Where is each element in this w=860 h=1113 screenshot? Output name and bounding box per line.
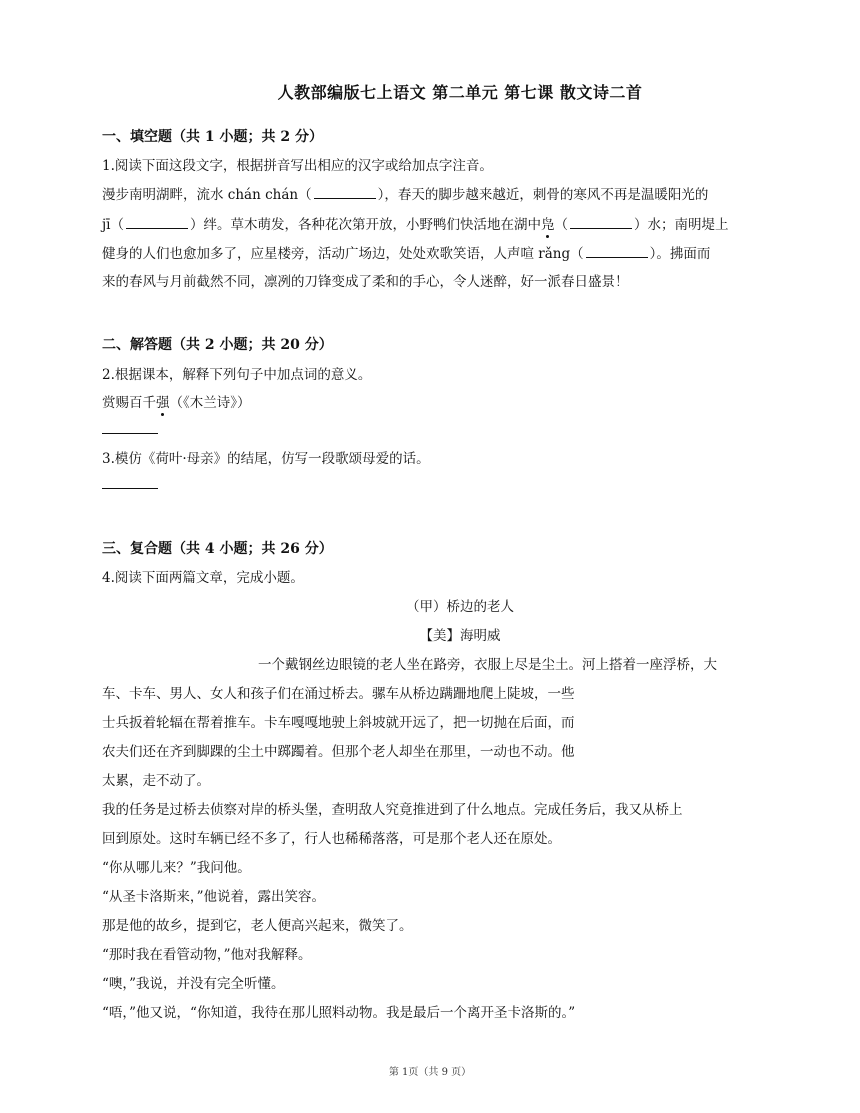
answer-line-q3[interactable]	[102, 488, 158, 489]
dotted-character: 强	[156, 395, 170, 411]
passage-text: 健身的人们也愈加多了，应星楼旁，活动广场边，处处欢歌笑语，人声喧 rǎng（	[102, 246, 584, 262]
section-heading-fill-blank: 一、填空题（共 1 小题；共 2 分）	[102, 129, 323, 145]
article-paragraph-line: 农夫们还在齐到脚踝的尘土中踯躅着。但那个老人却坐在那里，一动也不动。他	[102, 744, 575, 760]
passage-text: 漫步南明湖畔，流水 chán chán（	[102, 187, 312, 203]
article-paragraph-line: 太累，走不动了。	[102, 773, 210, 789]
passage-text: ），春天的脚步越来越近，刺骨的寒风不再是温暖阳光的	[377, 187, 709, 203]
article-paragraph-line: 回到原处。这时车辆已经不多了，行人也稀稀落落，可是那个老人还在原处。	[102, 831, 561, 847]
document-title: 人教部编版七上语文 第二单元 第七课 散文诗二首	[277, 83, 643, 102]
article-paragraph-line: “唔，”他又说，“你知道，我待在那儿照料动物。我是最后一个离开圣卡洛斯的。”	[102, 1005, 576, 1021]
passage-text: ）水；南明堤上	[634, 217, 729, 233]
article-paragraph-line: “从圣卡洛斯来，”他说着，露出笑容。	[102, 889, 326, 905]
article-paragraph-line: 车、卡车、男人、女人和孩子们在涌过桥去。骡车从桥边蹒跚地爬上陡坡，一些	[102, 686, 575, 702]
article-paragraph-line	[102, 653, 760, 673]
dotted-character: 凫	[541, 217, 555, 233]
article-paragraph-line: 士兵扳着轮辐在帮着推车。卡车嘎嘎地驶上斜坡就开远了，把一切抛在后面，而	[102, 715, 575, 731]
article-paragraph-line: “你从哪儿来？”我问他。	[102, 860, 251, 876]
answer-blank[interactable]	[570, 216, 632, 229]
sentence-source: （《木兰诗》）	[169, 395, 251, 411]
section-heading-composite: 三、复合题（共 4 小题；共 26 分）	[102, 541, 333, 557]
article-paragraph-line: 那是他的故乡，提到它，老人便高兴起来，微笑了。	[102, 918, 413, 934]
question-1-prompt: 1.阅读下面这段文字，根据拼音写出相应的汉字或给加点字注音。	[102, 158, 493, 174]
section-heading-answer: 二、解答题（共 2 小题；共 20 分）	[102, 337, 333, 353]
passage-text: ）。拂面而	[649, 246, 711, 262]
passage-line-1	[102, 183, 760, 203]
passage-line-3	[102, 242, 760, 262]
answer-line-q2[interactable]	[102, 433, 158, 434]
answer-blank[interactable]	[586, 245, 648, 258]
question-2-prompt: 2.根据课本，解释下列句子中加点词的意义。	[102, 367, 372, 383]
passage-text: jī（	[102, 217, 125, 233]
question-4-prompt: 4.阅读下面两篇文章，完成小题。	[102, 570, 304, 586]
question-3-prompt: 3.模仿《荷叶·母亲》的结尾，仿写一段歌颂母爱的话。	[102, 451, 430, 467]
question-2-sentence	[102, 391, 760, 411]
article-title: （甲）桥边的老人	[406, 599, 514, 615]
passage-text: （	[554, 217, 569, 233]
passage-line-2	[102, 213, 760, 233]
paragraph-text: 一个戴钢丝边眼镜的老人坐在路旁，衣服上尽是尘土。河上搭着一座浮桥，大	[258, 657, 717, 673]
sentence-text: 赏赐百千	[102, 395, 156, 411]
article-paragraph-line: “那时我在看管动物，”他对我解释。	[102, 947, 312, 963]
passage-text: ）绊。草木萌发，各种花次第开放，小野鸭们快活地在湖中	[190, 217, 542, 233]
article-paragraph-line: 我的任务是过桥去侦察对岸的桥头堡，查明敌人究竟推进到了什么地点。完成任务后，我又从桥上	[102, 802, 683, 818]
answer-blank[interactable]	[314, 186, 376, 199]
answer-blank[interactable]	[126, 216, 188, 229]
passage-line-4: 来的春风与月前截然不同，凛冽的刀锋变成了柔和的手心，令人迷醉，好一派春日盛景！	[102, 274, 629, 290]
article-paragraph-line: “噢，”我说，并没有完全听懂。	[102, 976, 285, 992]
page-footer: 第 1页（共 9 页）	[388, 1067, 472, 1078]
article-author: 【美】海明威	[419, 628, 501, 644]
